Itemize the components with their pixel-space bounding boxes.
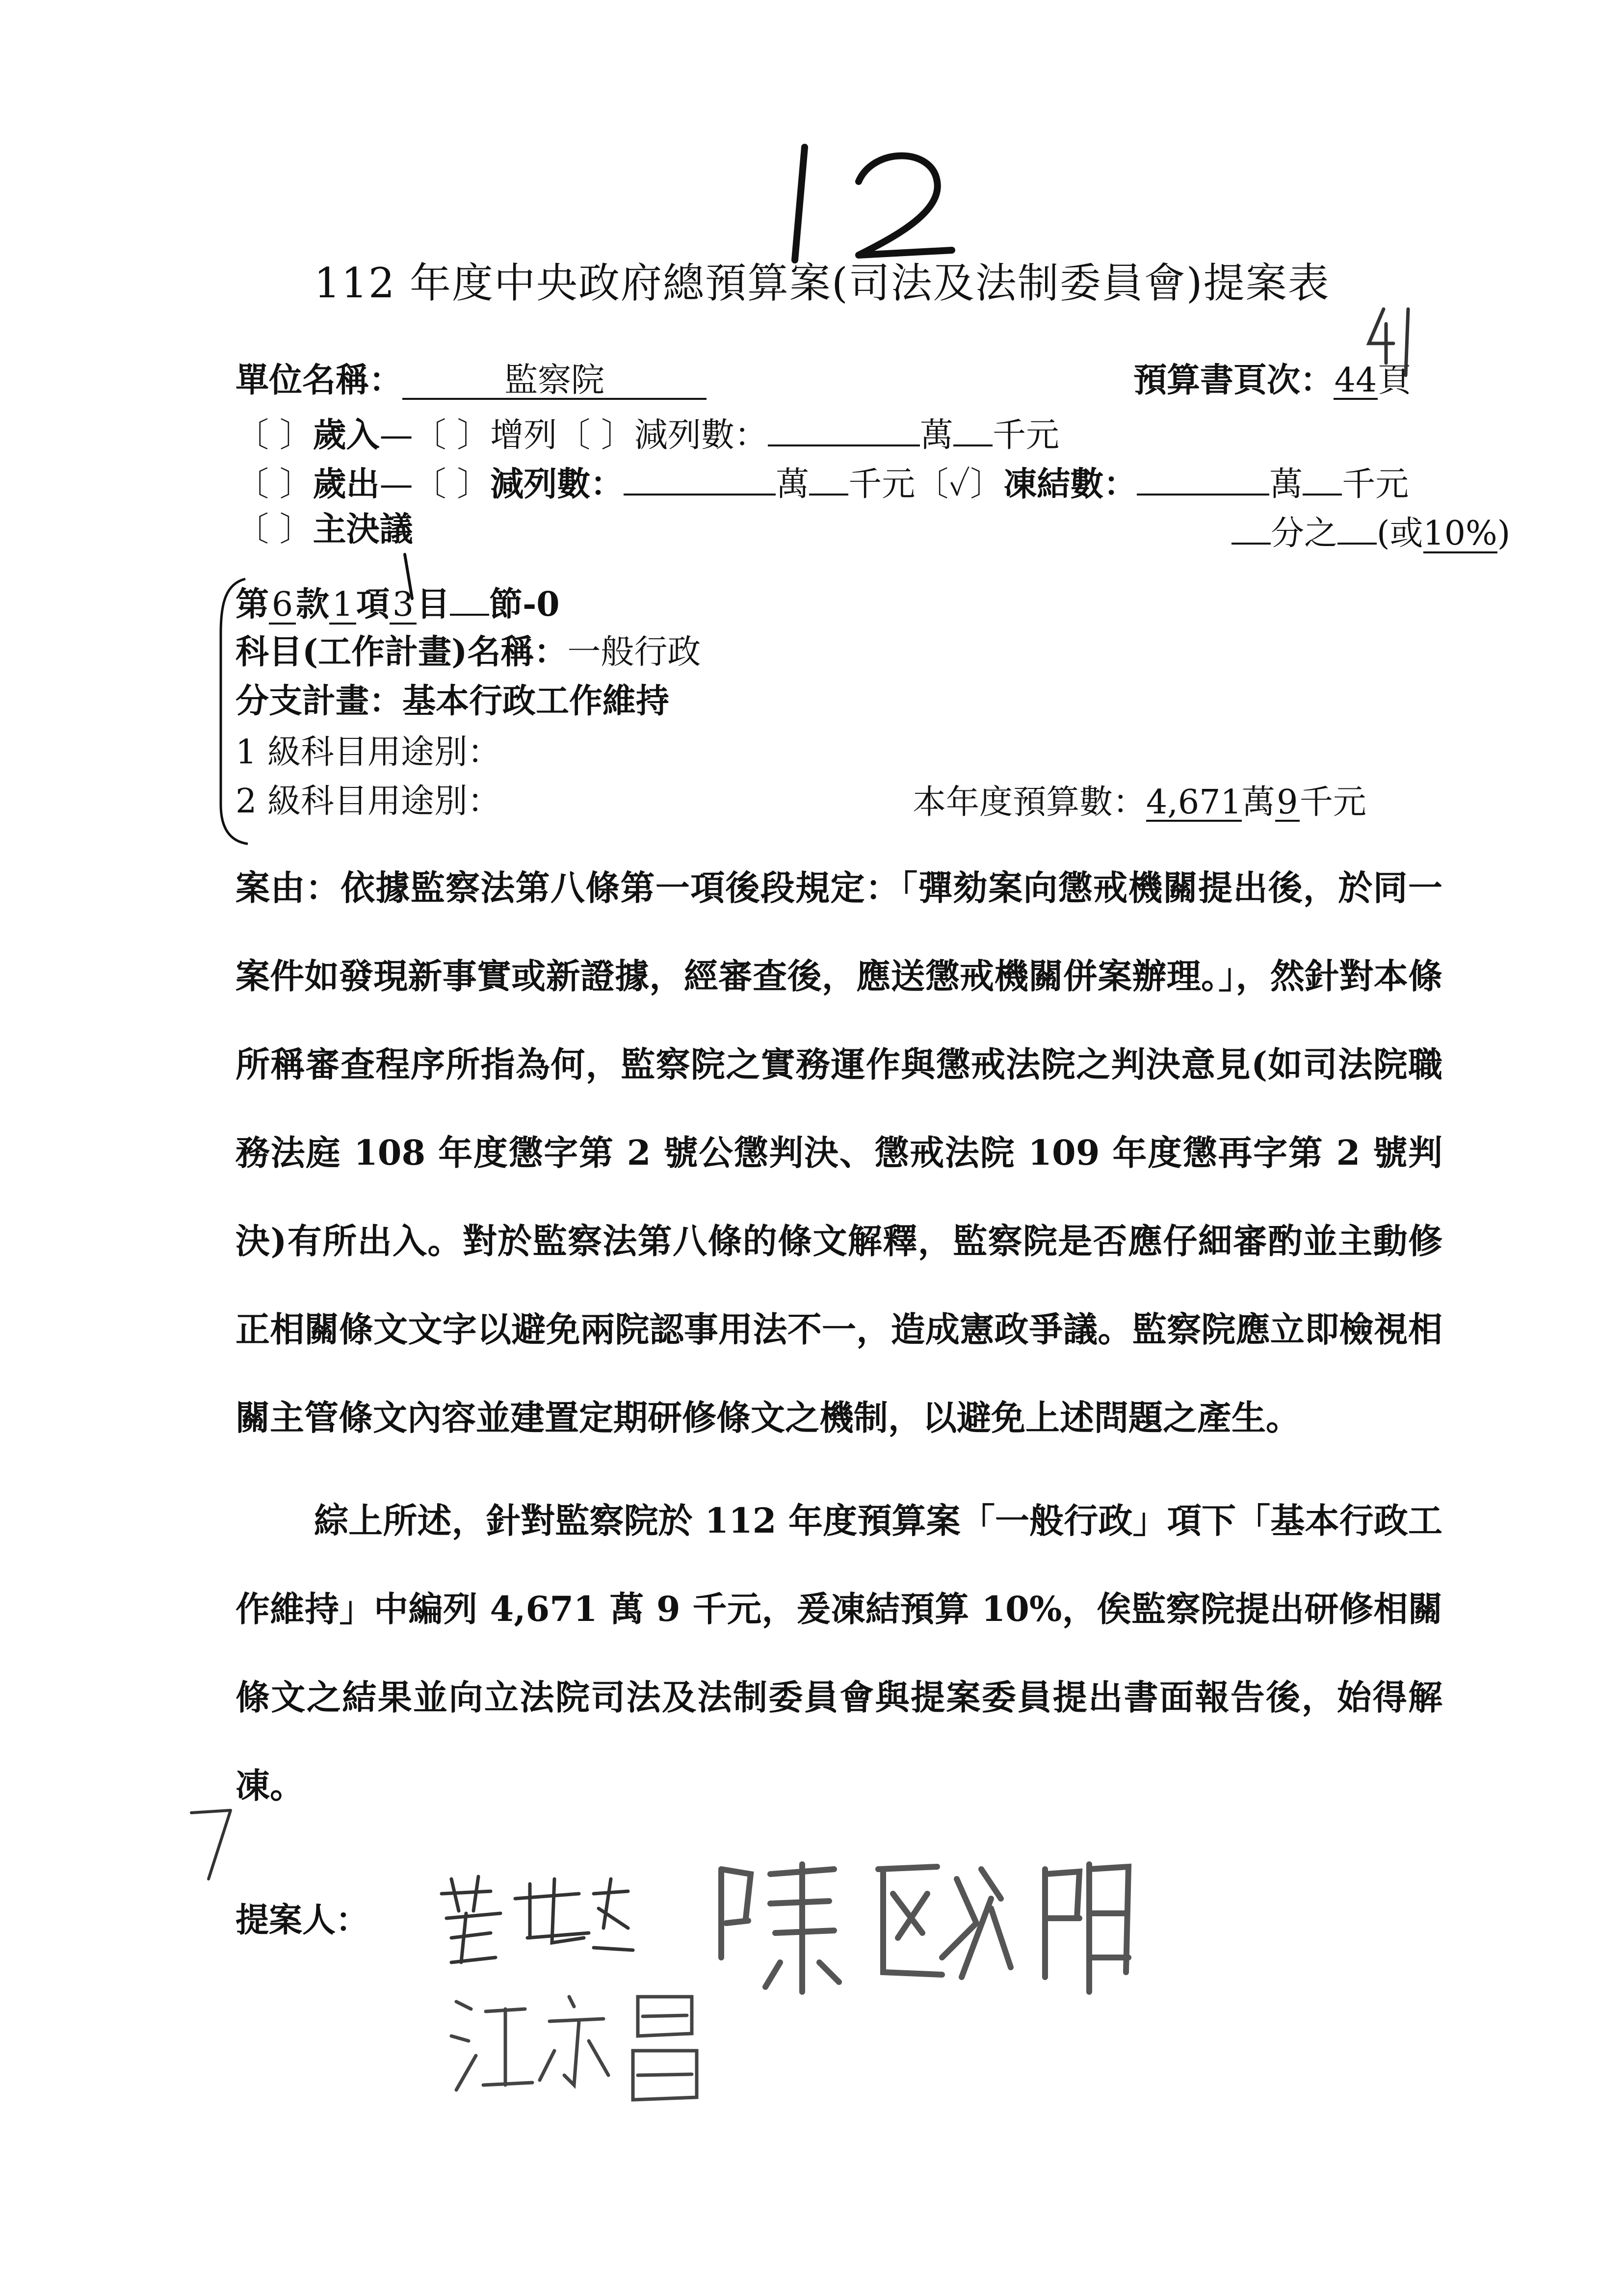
unit-value: 監察院: [402, 363, 707, 400]
resolution-label: 主決議: [313, 510, 413, 549]
branch-label: 分支計畫：: [236, 681, 403, 721]
blank: [953, 415, 993, 446]
xiang-number: 1: [329, 587, 356, 624]
level1-label: 1 級科目用途別：: [236, 733, 501, 772]
qian-label: 千元: [1299, 783, 1366, 822]
subject-row: [236, 632, 701, 672]
budget-wan-value: 4,671: [1146, 783, 1242, 822]
wan-label: 萬: [919, 416, 953, 455]
proposer-label: 提案人：: [236, 1901, 369, 1940]
handwritten-page-correction: [1364, 304, 1418, 378]
branch-value: 基本行政工作維持: [402, 681, 670, 721]
unit-label: 單位名稱：: [236, 361, 403, 400]
wan-label: 萬: [776, 465, 810, 504]
resolution-row: [236, 510, 413, 549]
xiang-label: 項: [356, 585, 390, 625]
add-checkbox: 〔 〕: [413, 416, 491, 455]
reduce-label: 減列數：: [490, 465, 624, 504]
freeze-label: 凍結數：: [1003, 465, 1137, 504]
kuan-number: 6: [269, 587, 296, 624]
signature-huang: [432, 1864, 638, 1977]
mu-number: 3: [390, 587, 417, 624]
budget-label: 本年度預算數：: [913, 783, 1147, 822]
handwritten-page-number: [775, 137, 981, 275]
blank: [809, 464, 848, 496]
unit-row: [236, 363, 707, 400]
freeze-checkbox: 〔✓〕: [915, 465, 1004, 504]
qian-label: 千元: [1342, 465, 1409, 504]
subject-label: 科目(工作計畫)名稱：: [236, 632, 568, 672]
di-label: 第: [236, 585, 269, 625]
revenue-checkbox: 〔 〕: [236, 416, 313, 455]
form-title: 112 年度中央政府總預算案(司法及法制委員會)提案表: [314, 259, 1330, 307]
page-value: 44: [1334, 361, 1377, 400]
wan-label: 萬: [1241, 783, 1275, 822]
fraction-row: [1231, 513, 1510, 553]
percent-value: 10%: [1423, 514, 1497, 553]
blank: [1337, 513, 1377, 545]
handwritten-margin-number: [182, 1805, 240, 1884]
level2-label: 2 級科目用途別：: [236, 782, 501, 821]
signature-jiang: [442, 1982, 746, 2110]
blank: [624, 464, 776, 496]
branch-row: [236, 681, 670, 721]
blank: [1231, 513, 1271, 545]
expenditure-label: 歲出: [313, 465, 380, 504]
reason-paragraph: 案由：依據監察法第八條第一項後段規定：「彈劾案向懲戒機關提出後，於同一案件如發現新事實或新證據，經審查後，應送懲戒機關併案辦理。」，然針對本條所稱審查程序所指為何，監察院之實務運作與懲戒法院之判決意見(如司法院職務法庭 108 年度懲字第 2 號公懲判決、懲戒法院 109 年度懲再字第 2 號判決)有所出入。對於監察法第八條的條文解釋，監察院是否應仔細審酌並主動修正相關條文文字以避免兩院認事用法不一，造成憲政爭議。監察院應立即檢視相關主管條文內容並建置定期研修條文之機制，以避免上述問題之產生。: [236, 867, 1442, 1438]
dash: —: [379, 465, 413, 504]
page-suffix: 頁: [1378, 361, 1412, 400]
jie-label: 節-0: [489, 585, 560, 625]
fraction-label: 分之: [1271, 514, 1338, 553]
budget-qian-value: 9: [1275, 785, 1300, 822]
reduce-checkbox: 〔 〕: [413, 465, 491, 504]
revenue-label: 歲入: [313, 416, 380, 455]
blank: [1137, 464, 1269, 496]
blank: [768, 415, 920, 446]
reduce-label: 減列數：: [634, 416, 768, 455]
close-paren: ): [1497, 514, 1511, 553]
subject-value: 一般行政: [567, 633, 701, 672]
add-label: 增列: [490, 416, 557, 455]
budget-row: [913, 785, 1366, 822]
blank: [450, 584, 489, 616]
resolution-checkbox: 〔 〕: [236, 510, 313, 549]
or-label: (或: [1377, 514, 1423, 553]
wan-label: 萬: [1269, 465, 1303, 504]
kuan-label: 款: [296, 585, 330, 625]
item-row: [236, 584, 560, 625]
blank: [1303, 464, 1342, 496]
expenditure-row: [236, 464, 1409, 504]
qian-label: 千元: [992, 416, 1059, 455]
body-text: [236, 844, 1442, 1830]
mu-label: 目: [417, 585, 450, 625]
qian-label: 千元: [848, 465, 916, 504]
page-label: 預算書頁次：: [1133, 361, 1334, 400]
reduce-checkbox: 〔 〕: [557, 416, 634, 455]
revenue-row: [236, 415, 1059, 455]
dash: —: [379, 416, 413, 455]
conclusion-paragraph: 綜上所述，針對監察院於 112 年度預算案「一般行政」項下「基本行政工作維持」中編列 4,671 萬 9 千元，爰凍結預算 10%，俟監察院提出研修相關條文之結果並向立法院司法及法制委員會與提案委員提出書面報告後，始得解凍。: [236, 1500, 1442, 1806]
expenditure-checkbox: 〔 〕: [236, 465, 313, 504]
signature-chen: [707, 1850, 1148, 1997]
